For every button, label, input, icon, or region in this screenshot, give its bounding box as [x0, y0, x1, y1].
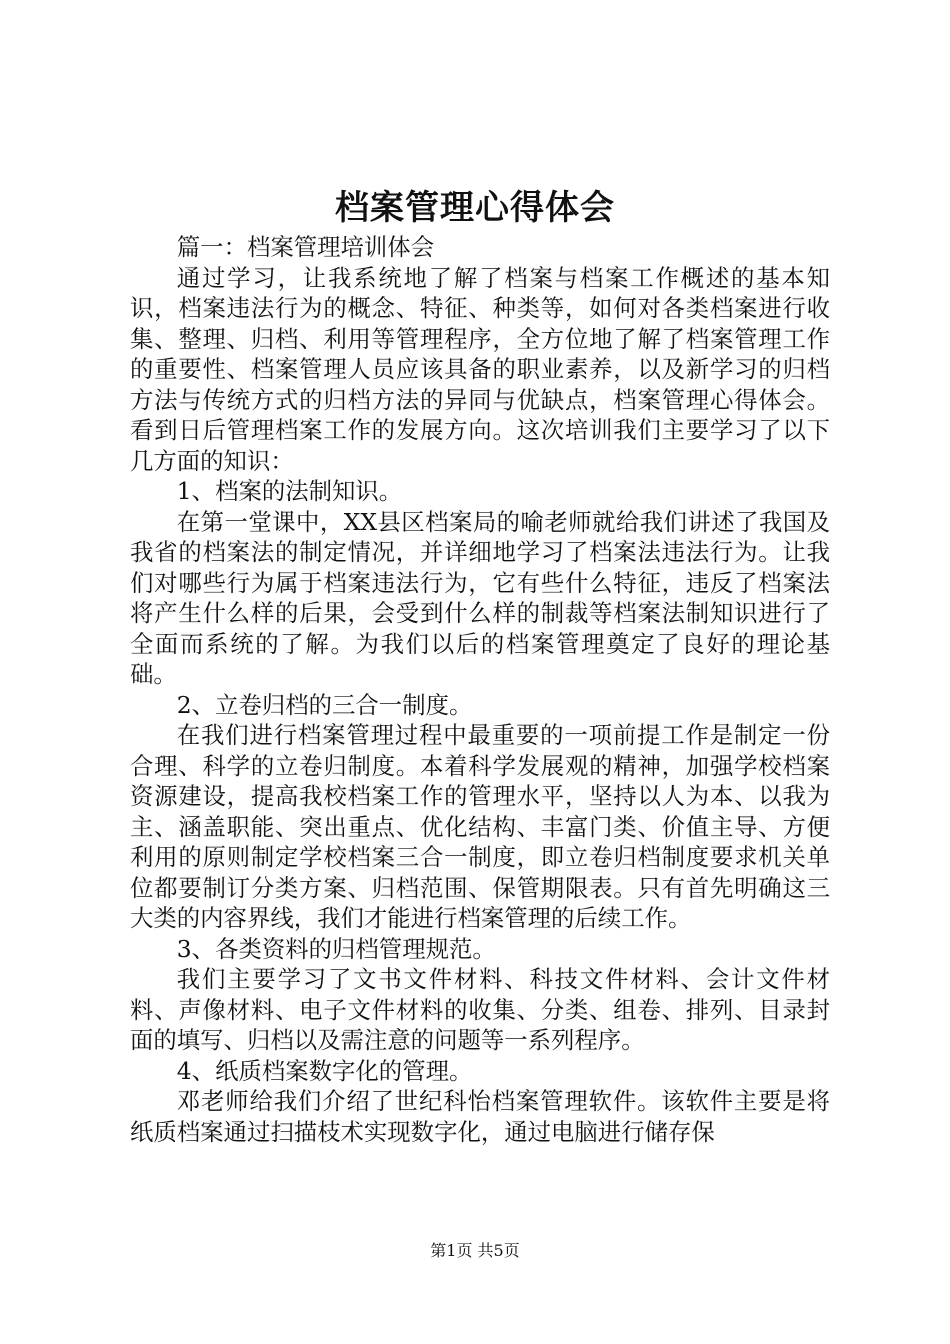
body-paragraph: 在第一堂课中，XX县区档案局的喻老师就给我们讲述了我国及我省的档案法的制定情况，并详细地学习了档案法违法行为。让我们对哪些行为属于档案违法行为，它有些什么特征，违反了档案法将产生什么样的后果，会受到什么样的制裁等档案法制知识进行了全面而系统的了解。为我们以后的档案管理奠定了良好的理论基础。	[130, 507, 830, 688]
page-number-footer: 第1页 共5页	[430, 1241, 520, 1260]
document-body	[130, 232, 830, 1147]
document-title: 档案管理心得体会	[335, 188, 615, 228]
body-paragraph: 通过学习，让我系统地了解了档案与档案工作概述的基本知识，档案违法行为的概念、特征、种类等，如何对各类档案进行收集、整理、归档、利用等管理程序，全方位地了解了档案管理工作的重要性、档案管理人员应该具备的职业素养，以及新学习的归档方法与传统方式的归档方法的异同与优缺点，档案管理心得体会。看到日后管理档案工作的发展方向。这次培训我们主要学习了以下几方面的知识：	[130, 263, 830, 475]
section-heading: 篇一：档案管理培训体会	[176, 233, 435, 261]
subsection-heading: 1、档案的法制知识。	[176, 477, 403, 505]
body-paragraph: 在我们进行档案管理过程中最重要的一项前提工作是制定一份合理、科学的立卷归制度。本着科学发展观的精神，加强学校档案资源建设，提高我校档案工作的管理水平，坚持以人为本、以我为主、涵盖职能、突出重点、优化结构、丰富门类、价值主导、方便利用的原则制定学校档案三合一制度，即立卷归档制度要求机关单位都要制订分类方案、归档范围、保管期限表。只有首先明确这三大类的内容界线，我们才能进行档案管理的后续工作。	[130, 721, 830, 932]
subsection-heading: 2、立卷归档的三合一制度。	[176, 690, 473, 719]
body-paragraph: 邓老师给我们介绍了世纪科怡档案管理软件。该软件主要是将纸质档案通过扫描枝术实现数字化，通过电脑进行储存保	[130, 1087, 830, 1146]
subsection-heading: 3、各类资料的归档管理规范。	[176, 934, 496, 963]
subsection-heading: 4、纸质档案数字化的管理。	[176, 1056, 473, 1085]
body-paragraph: 我们主要学习了文书文件材料、科技文件材料、会计文件材料、声像材料、电子文件材料的收集、分类、组卷、排列、目录封面的填写、归档以及需注意的问题等一系列程序。	[130, 965, 830, 1054]
